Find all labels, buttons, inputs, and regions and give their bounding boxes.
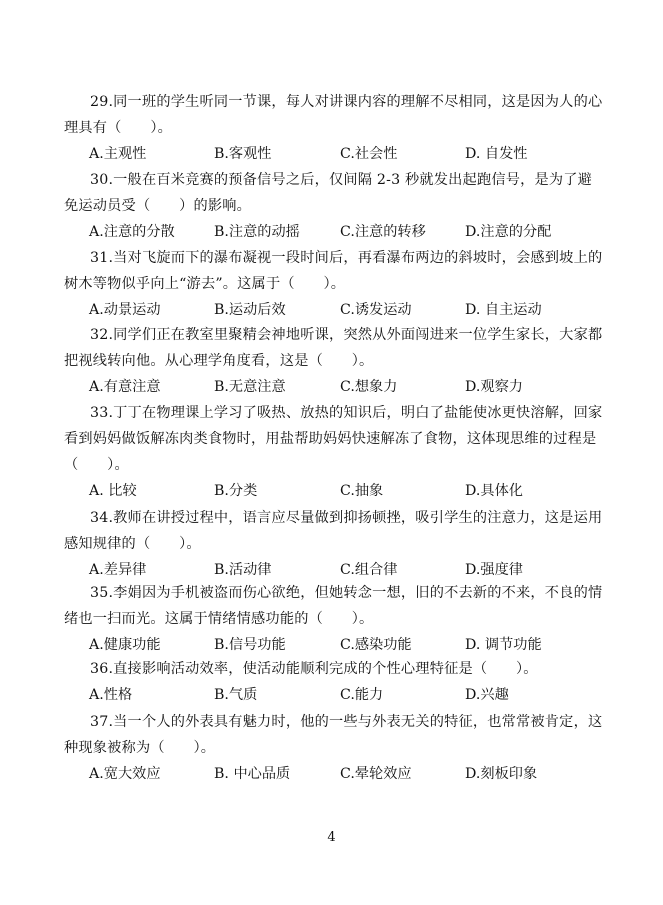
- option-c: C.社会性: [340, 146, 398, 162]
- option-d: D. 自主运动: [465, 302, 542, 318]
- question-stem: 37.当一个人的外表具有魅力时，他的一些与外表无关的特征，也常常被肯定，这 种现象被称为（ ）。: [64, 714, 617, 756]
- question-stem: 30.一般在百米竞赛的预备信号之后，仅间隔 2-3 秒就发出起跑信号，是为了避免运动员受（ ）的影响。: [64, 172, 593, 214]
- option-d: D.兴趣: [465, 687, 509, 703]
- question-31: [64, 245, 604, 323]
- option-row: [64, 219, 604, 245]
- option-d: D. 自发性: [465, 146, 528, 162]
- option-b: B.客观性: [214, 146, 272, 162]
- question-33: [64, 400, 604, 504]
- option-d: D.观察力: [465, 379, 523, 395]
- option-b: B.分类: [214, 483, 258, 499]
- option-c: C.组合律: [340, 562, 398, 578]
- question-stem: 32.同学们正在教室里聚精会神地听课，突然从外面闯进来一位学生家长，大家都把视线转向他。从心理学角度看，这是（ ）。: [64, 327, 603, 369]
- option-c: C.抽象: [340, 483, 384, 499]
- question-stem: 29.同一班的学生听同一节课，每人对讲课内容的理解不尽相同，这是因为人的心理具有（ ）。: [64, 94, 603, 136]
- option-a: A.健康功能: [89, 637, 161, 653]
- option-c: C.能力: [340, 687, 384, 703]
- question-stem: 31.当对飞旋而下的瀑布凝视一段时间后，再看瀑布两边的斜坡时，会感到坡上的树木等物似乎向上“游去”。这属于（ ）。: [64, 250, 603, 292]
- option-a: A.有意注意: [89, 379, 161, 395]
- question-34: [64, 505, 604, 583]
- option-b: B.无意注意: [214, 379, 286, 395]
- option-c: C.诱发运动: [340, 302, 412, 318]
- page-number: 4: [327, 830, 336, 845]
- option-row: [64, 374, 604, 400]
- question-stem: 33.丁丁在物理课上学习了吸热、放热的知识后，明白了盐能使冰更快溶解，回家看到妈妈做饭解冻肉类食物时，用盐帮助妈妈快速解冻了食物，这体现思维的过程是（ ）。: [64, 405, 603, 473]
- option-a: A.注意的分散: [89, 224, 175, 240]
- option-b: B.注意的动摇: [214, 224, 300, 240]
- option-d: D.具体化: [465, 483, 523, 499]
- question-37: [64, 709, 617, 787]
- option-d: D. 调节功能: [465, 637, 542, 653]
- option-c: C.注意的转移: [340, 224, 426, 240]
- option-c: C.感染功能: [340, 637, 412, 653]
- question-stem: 35.李娟因为手机被盗而伤心欲绝，但她转念一想，旧的不去新的不来，不良的情绪也一扫而光。这属于情绪情感功能的（ ）。: [64, 585, 603, 627]
- option-row: [64, 761, 604, 787]
- question-32: [64, 322, 604, 400]
- option-row: [64, 682, 604, 708]
- option-a: A.宽大效应: [89, 766, 161, 782]
- question-30: [64, 167, 604, 245]
- question-29: [64, 89, 604, 167]
- question-36: [64, 656, 604, 708]
- option-b: B. 中心品质: [214, 766, 291, 782]
- question-35: [64, 580, 604, 658]
- option-d: D.强度律: [465, 562, 523, 578]
- option-b: B.信号功能: [214, 637, 286, 653]
- option-row: [64, 478, 604, 504]
- option-row: [64, 297, 604, 323]
- option-row: [64, 141, 604, 167]
- question-stem: 36.直接影响活动效率，使活动能顺利完成的个性心理特征是（ ）。: [90, 661, 538, 677]
- option-a: A.性格: [89, 687, 133, 703]
- option-d: D.注意的分配: [465, 224, 552, 240]
- option-c: C.想象力: [340, 379, 398, 395]
- option-a: A.动景运动: [89, 302, 161, 318]
- option-b: B.气质: [214, 687, 258, 703]
- option-c: C.晕轮效应: [340, 766, 412, 782]
- question-stem: 34.教师在讲授过程中，语言应尽量做到抑扬顿挫，吸引学生的注意力，这是运用感知规律的（ ）。: [64, 510, 603, 552]
- option-b: B.活动律: [214, 562, 272, 578]
- option-a: A.主观性: [89, 146, 147, 162]
- option-row: [64, 632, 604, 658]
- option-d: D.刻板印象: [465, 766, 538, 782]
- option-b: B.运动后效: [214, 302, 286, 318]
- option-a: A.差异律: [89, 562, 147, 578]
- option-a: A. 比较: [89, 483, 137, 499]
